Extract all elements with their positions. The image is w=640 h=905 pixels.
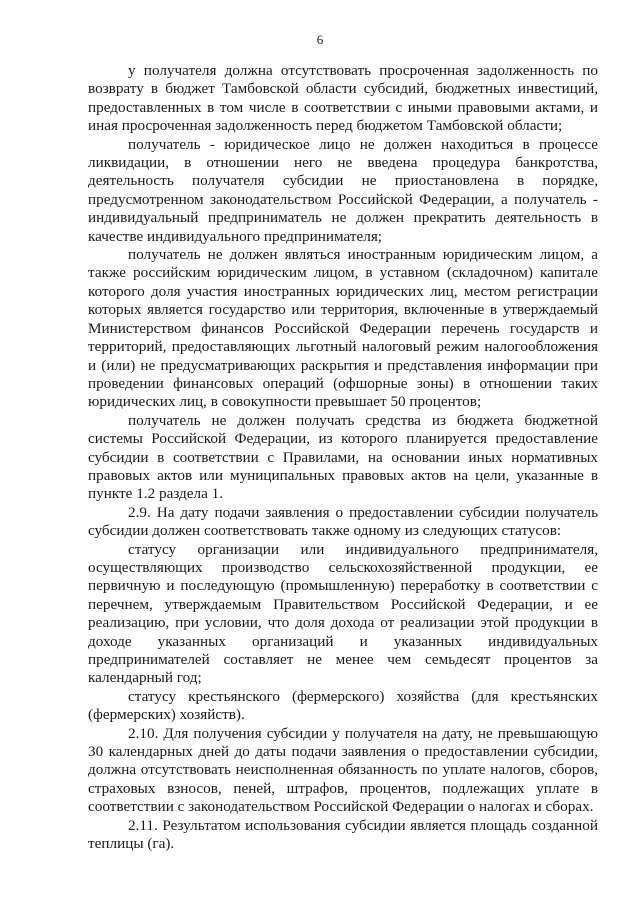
paragraph-debt-requirement: у получателя должна отсутствовать просроченная задолженность по возврату в бюджет Тамбовской области субсидий, бюджетных инвестиций, предоставленных в том числе в соответствии с иными правовыми актами, и иная просроченная задолженность перед бюджетом Тамбовской области; bbox=[88, 62, 598, 135]
page-number: 6 bbox=[316, 32, 324, 47]
paragraph-foreign-entity-requirement: получатель не должен являться иностранным юридическим лицом, а также российским юридическим лицом, в уставном (складочном) капитале которого доля участия иностранных юридических лиц, местом регистрации которых является государство или территория, включенные в утверждаемый Министерством финансов Российской Федерации перечень государств и территорий, предоставляющих льготный налоговый режим налогообложения и (или) не предусматривающих раскрытия и представления информации при проведении финансовых операций (офшорные зоны) в отношении таких юридических лиц, в совокупности превышает 50 процентов; bbox=[88, 246, 598, 411]
paragraph-other-funds-requirement: получатель не должен получать средства из бюджета бюджетной системы Российской Федерации, из которого планируется предоставление субсидии в соответствии с Правилами, на основании иных нормативных правовых актов или муниципальных правовых актов на цели, указанные в пункте 1.2 раздела 1. bbox=[88, 411, 598, 503]
paragraph-farm-status: статусу крестьянского (фермерского) хозяйства (для крестьянских (фермерских) хозяйств). bbox=[88, 687, 598, 724]
paragraph-agricultural-producer-status: статусу организации или индивидуального предпринимателя, осуществляющих производство сельскохозяйственной продукции, ее первичную и последующую (промышленную) переработку в соответствии с перечнем, утверждаемым Правительством Российской Федерации, и ее реализацию, при условии, что доля дохода от реализации этой продукции в доходе указанных организаций и указанных индивидуальных предпринимателей составляет не менее чем семьдесят процентов за календарный год; bbox=[88, 540, 598, 687]
document-body bbox=[88, 62, 598, 853]
paragraph-liquidation-requirement: получатель - юридическое лицо не должен находиться в процессе ликвидации, в отношении него не введена процедура банкротства, деятельность получателя субсидии не приостановлена в порядке, предусмотренном законодательством Российской Федерации, а получатель - индивидуальный предприниматель не должен прекратить деятельность в качестве индивидуального предпринимателя; bbox=[88, 135, 598, 245]
paragraph-2-11-result: 2.11. Результатом использования субсидии является площадь созданной теплицы (га). bbox=[88, 816, 598, 853]
paragraph-2-9-status: 2.9. На дату подачи заявления о предоставлении субсидии получатель субсидии должен соответствовать также одному из следующих статусов: bbox=[88, 503, 598, 540]
paragraph-2-10-tax-obligations: 2.10. Для получения субсидии у получателя на дату, не превышающую 30 календарных дней до даты подачи заявления о предоставлении субсидии, должна отсутствовать неисполненная обязанность по уплате налогов, сборов, страховых взносов, пеней, штрафов, процентов, подлежащих уплате в соответствии с законодательством Российской Федерации о налогах и сборах. bbox=[88, 724, 598, 816]
